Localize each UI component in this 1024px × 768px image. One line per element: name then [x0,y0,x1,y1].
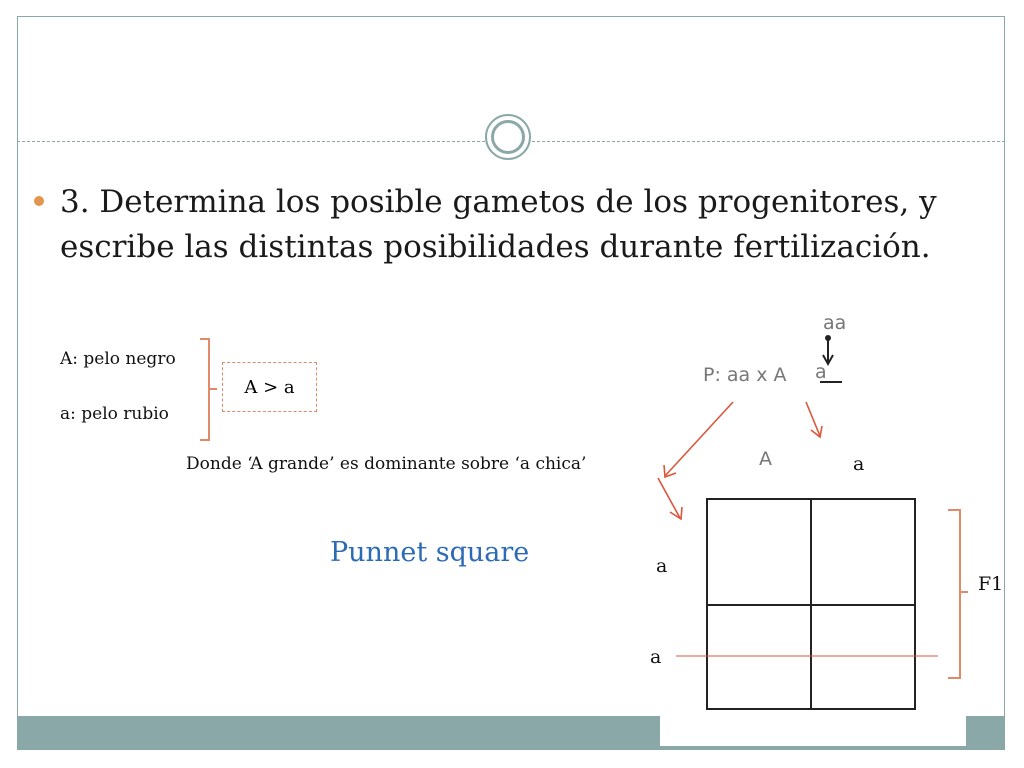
dominance-relation: A > a [244,376,295,398]
punnet-square-title: Punnet square [330,537,530,568]
dominant-allele-label: A: pelo negro [60,349,176,369]
recessive-allele-label: a: pelo rubio [60,404,169,424]
f1-bracket [948,510,968,678]
row-label-2: a [650,646,662,668]
f1-label: F1 [978,573,1004,595]
row-label-1: a [656,555,668,577]
left-arrow [665,402,733,476]
down-left-arrow [658,478,680,518]
column-label-1: A [759,448,772,470]
parents-cross: P: aa x A [703,364,787,386]
question-heading: 3. Determina los posible gametos de los progenitores, y escribe las distintas posibilidades durante fertilización. [60,184,937,265]
filled-blank-allele: a [815,361,827,383]
column-label-2: a [853,453,865,475]
handwritten-genotype-note: aa [823,312,847,334]
dominance-note: Donde ‘A grande’ es dominante sobre ‘a chica’ [186,454,587,474]
